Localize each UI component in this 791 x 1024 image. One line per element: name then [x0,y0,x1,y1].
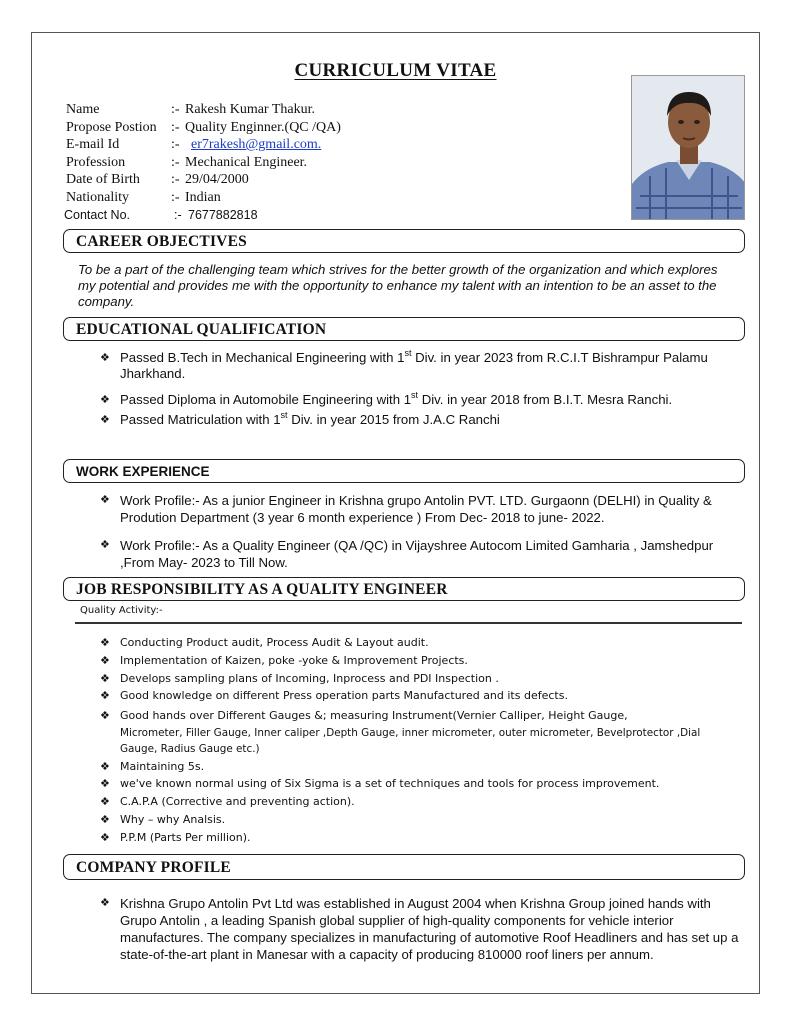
personal-row-nationality [66,189,606,207]
personal-sep: :- [171,102,180,117]
diamond-bullet-icon: ❖ [100,352,110,364]
company-list [100,895,740,963]
profile-photo [631,75,745,220]
personal-key: Date of Birth [66,172,140,188]
diamond-bullet-icon: ❖ [100,636,110,649]
personal-sep: :- [171,119,180,135]
personal-key: Contact No. [64,207,131,222]
personal-sep: :- [171,189,180,205]
personal-sep: :- [171,137,180,153]
diamond-bullet-icon: ❖ [100,813,110,827]
education-list [100,350,740,438]
work-list [100,492,740,582]
list-item [100,687,740,705]
document-title: CURRICULUM VITAE [294,60,497,81]
list-item [100,670,740,688]
resp-text: Conducting Product audit, Process Audit & Layout audit. [120,636,429,649]
personal-sep: :- [171,172,180,188]
company-profile-text: Krishna Grupo Antolin Pvt Ltd was established in August 2004 when Krishna Group joined hands with Grupo Antolin , a leading Spanish global supplier of high-quality components for vehicle interior manufactures. The company specializes in manufacturing of automotive Roof Headliners and has set up a state-of-the-art plant in Manesar with a capacity of producing 810000 roof liners per annum. [120,896,739,962]
work-text: Work Profile:- As a Quality Engineer (QA /QC) in Vijayshree Autocom Limited Gamharia , Jamshedpur ,From May- 2023 to Till Now. [120,538,714,570]
resp-text: P.P.M (Parts Per million). [120,830,251,844]
personal-row-contact [64,207,606,225]
personal-value: Indian [185,189,221,205]
diamond-bullet-icon: ❖ [100,414,110,426]
list-item [100,412,740,428]
email-value-wrap [191,136,321,154]
email-link[interactable]: er7rakesh@gmail.com. [191,137,322,153]
list-item [100,392,740,408]
edu-text-post: Div. in year 2015 from J.A.C Ranchi [287,412,500,427]
resp-text: Develops sampling plans of Incoming, Inprocess and PDI Inspection . [120,671,499,685]
personal-row-profession [66,154,606,172]
list-item [100,811,740,829]
diamond-bullet-icon: ❖ [100,494,110,506]
edu-sup: st [411,390,419,400]
list-item [100,634,740,652]
personal-key: E-mail Id [66,137,120,153]
resp-text: Why – why Analsis. [120,813,226,827]
diamond-bullet-icon: ❖ [100,653,110,667]
work-text: Work Profile:- As a junior Engineer in Krishna grupo Antolin PVT. LTD. Gurgaonn (DELHI) in Quality & Prodution Department (3 year 6 month experience ) From Dec- 2018 to june- 2022. [120,493,712,525]
personal-key: Propose Postion [66,119,157,135]
list-item [100,537,740,571]
diamond-bullet-icon: ❖ [100,709,110,723]
list-item [100,492,740,526]
resp-text: Good knowledge on different Press operation parts Manufactured and its defects. [120,689,568,703]
edu-text: Passed Matriculation with 1 [120,412,281,427]
list-item [100,350,740,382]
personal-key: Nationality [66,189,129,205]
personal-sep: :- [174,207,182,222]
diamond-bullet-icon: ❖ [100,897,110,909]
section-work-experience: WORK EXPERIENCE [63,459,745,483]
section-company-profile: COMPANY PROFILE [63,854,745,880]
section-job-responsibility: JOB RESPONSIBILITY AS A QUALITY ENGINEER [63,577,745,601]
resp-gauge-detail: Micrometer, Filler Gauge, Inner caliper ,Depth Gauge, inner micrometer, outer micrometer, Bevelprotector ,Dial Gauge, Radius Gauge etc.) [120,726,701,756]
quality-activity-label: Quality Activity:- [80,605,163,616]
section-educational-qualification: EDUCATIONAL QUALIFICATION [63,317,745,341]
resp-text: Good hands over Different Gauges &; measuring Instrument(Vernier Calliper, Height Gauge, [120,709,628,723]
personal-row-name [66,101,606,119]
personal-sep: :- [171,154,180,170]
resp-text: C.A.P.A (Corrective and preventing action). [120,795,355,809]
diamond-bullet-icon: ❖ [100,795,110,809]
personal-value: Quality Enginner.(QC /QA) [185,119,341,135]
diamond-bullet-icon: ❖ [100,777,110,791]
list-item [100,758,740,776]
person-portrait-icon [632,76,745,220]
personal-value: Mechanical Engineer. [185,154,308,170]
personal-value: Rakesh Kumar Thakur. [185,102,315,117]
list-item [100,652,740,670]
personal-row-email [66,136,606,154]
edu-text-post: Div. in year 2018 from B.I.T. Mesra Ranchi. [418,392,673,407]
personal-key: Name [66,102,100,117]
personal-details [66,101,606,224]
divider [75,622,742,624]
personal-value: 7677882818 [188,207,258,222]
responsibility-list [100,634,740,847]
diamond-bullet-icon: ❖ [100,539,110,551]
edu-text: Passed B.Tech in Mechanical Engineering with 1 [120,350,405,365]
edu-sup: st [404,348,412,358]
edu-text: Passed Diploma in Automobile Engineering with 1 [120,392,412,407]
diamond-bullet-icon: ❖ [100,830,110,844]
list-item [100,708,740,758]
diamond-bullet-icon: ❖ [100,689,110,703]
edu-sup: st [280,410,288,420]
diamond-bullet-icon: ❖ [100,671,110,685]
list-item [100,895,740,963]
list-item [100,829,740,847]
resp-text: we've known normal using of Six Sigma is a set of techniques and tools for process improvement. [120,777,660,791]
section-career-objectives: CAREER OBJECTIVES [63,229,745,253]
resp-text: Implementation of Kaizen, poke -yoke & Improvement Projects. [120,653,468,667]
resp-text: Maintaining 5s. [120,759,205,773]
personal-key: Profession [66,154,126,170]
list-item [100,775,740,793]
personal-row-position [66,119,606,137]
edu-text-post: Div. in year 2023 from R.C.I.T Bishrampur Palamu Jharkhand. [120,350,708,381]
career-objective-text: To be a part of the challenging team which strives for the better growth of the organization and which explores my potential and provides me with the opportunity to enhance my talent with an intention to be an asset to the company. [78,262,718,309]
list-item [100,793,740,811]
personal-value: 29/04/2000 [185,172,249,188]
diamond-bullet-icon: ❖ [100,394,110,406]
personal-row-dob [66,171,606,189]
diamond-bullet-icon: ❖ [100,759,110,773]
